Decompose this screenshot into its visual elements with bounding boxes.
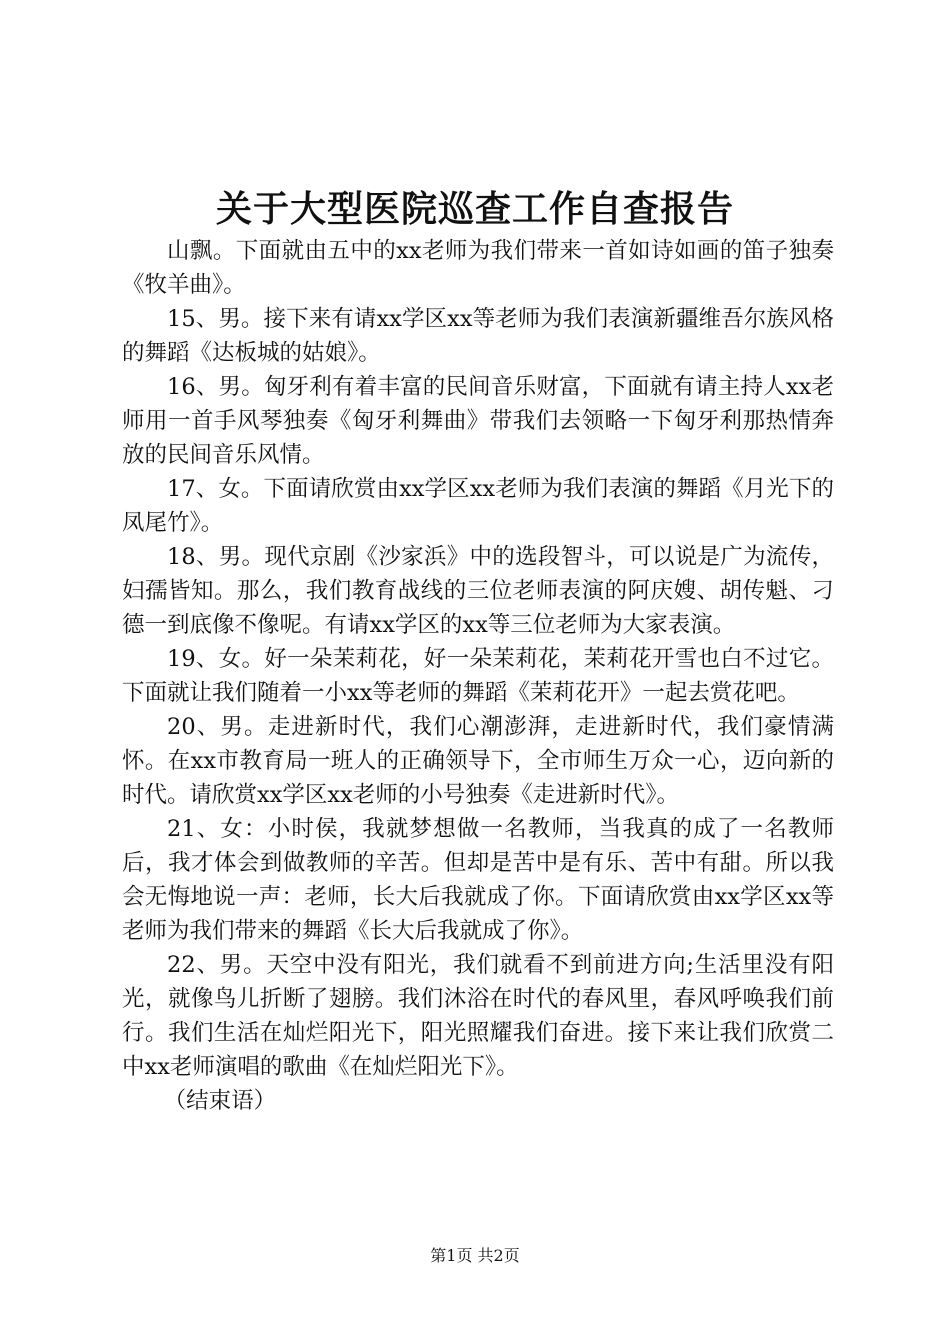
paragraph: 21、女：小时侯，我就梦想做一名教师，当我真的成了一名教师后，我才体会到做教师的辛苦。但却是苦中是有乐、苦中有甜。所以我会无悔地说一声：老师，长大后我就成了你。下面请欣赏由xx学区xx等老师为我们带来的舞蹈《长大后我就成了你》。 xyxy=(122,816,834,944)
paragraph: 20、男。走进新时代，我们心潮澎湃，走进新时代，我们豪情满怀。在xx市教育局一班人的正确领导下，全市师生万众一心，迈向新的时代。请欣赏xx学区xx老师的小号独奏《走进新时代》。 xyxy=(122,714,834,808)
paragraph: 18、男。现代京剧《沙家浜》中的选段智斗，可以说是广为流传，妇孺皆知。那么，我们教育战线的三位老师表演的阿庆嫂、胡传魁、刁德一到底像不像呢。有请xx学区的xx等三位老师为大家表演。 xyxy=(122,544,834,638)
paragraph: 山飘。下面就由五中的xx老师为我们带来一首如诗如画的笛子独奏《牧羊曲》。 xyxy=(122,238,834,298)
paragraph: 22、男。天空中没有阳光，我们就看不到前进方向;生活里没有阳光，就像鸟儿折断了翅膀。我们沐浴在时代的春风里，春风呼唤我们前行。我们生活在灿烂阳光下，阳光照耀我们奋进。接下来让我们欣赏二中xx老师演唱的歌曲《在灿烂阳光下》。 xyxy=(122,952,834,1080)
paragraph: 17、女。下面请欣赏由xx学区xx老师为我们表演的舞蹈《月光下的凤尾竹》。 xyxy=(122,476,834,536)
page-number-footer: 第1页 共2页 xyxy=(430,1246,520,1265)
paragraph: 15、男。接下来有请xx学区xx等老师为我们表演新疆维吾尔族风格的舞蹈《达板城的姑娘》。 xyxy=(122,306,834,366)
closing-remarks-label: （结束语） xyxy=(163,1088,277,1114)
paragraph: 19、女。好一朵茉莉花，好一朵茉莉花，茉莉花开雪也白不过它。下面就让我们随着一小xx等老师的舞蹈《茉莉花开》一起去赏花吧。 xyxy=(122,646,834,706)
document-body xyxy=(122,234,834,1118)
paragraph: 16、男。匈牙利有着丰富的民间音乐财富，下面就有请主持人xx老师用一首手风琴独奏《匈牙利舞曲》带我们去领略一下匈牙利那热情奔放的民间音乐风情。 xyxy=(122,374,834,468)
document-title: 关于大型医院巡查工作自查报告 xyxy=(215,188,734,230)
